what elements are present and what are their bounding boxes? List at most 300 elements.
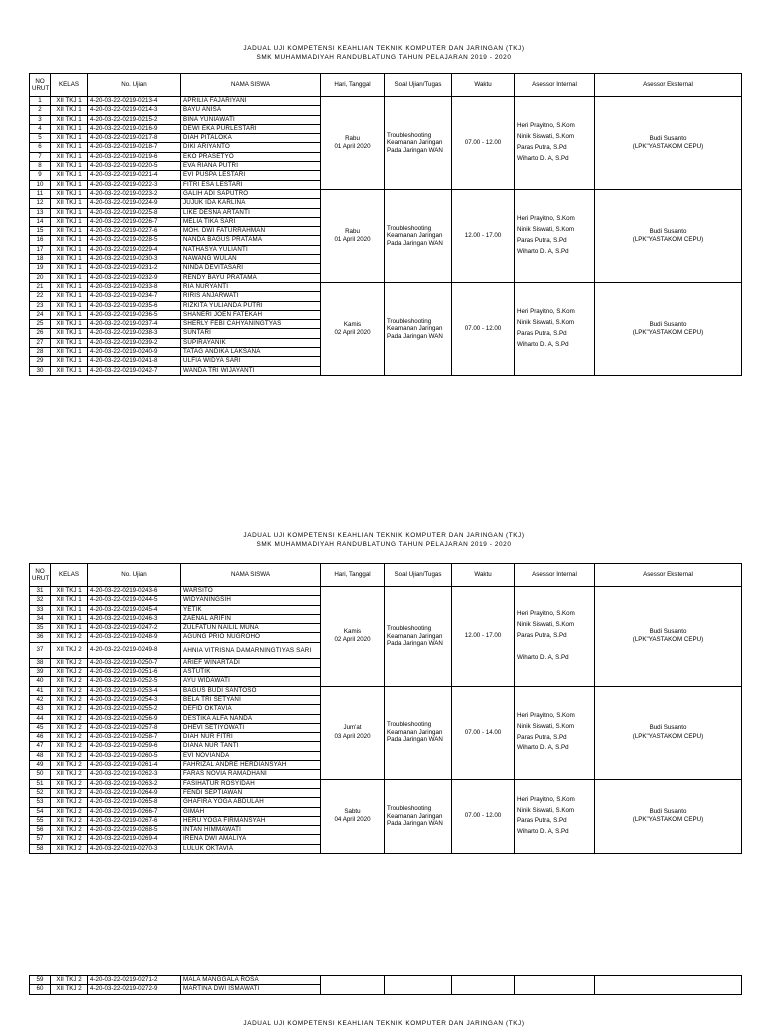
nama-siswa-cell: DEFID OKTAVIA <box>181 705 321 714</box>
kelas-cell: XII TKJ 2 <box>51 723 88 732</box>
waktu-cell-text: 07.00 - 12.00 <box>464 812 502 820</box>
no-urut-cell: 38 <box>30 658 51 667</box>
no-ujian-cell: 4-20-03-22-0219-0225-8 <box>88 208 181 217</box>
kelas-cell: XII TKJ 1 <box>51 208 88 217</box>
kelas-cell: XII TKJ 2 <box>51 695 88 704</box>
document-subtitle: SMK MUHAMMADIYAH RANDUBLATUNG TAHUN PELAJARAN 2019 - 2020 <box>256 54 512 61</box>
waktu-cell <box>452 587 515 687</box>
nama-siswa-cell: LIKE DESNA ARTANTI <box>181 208 321 217</box>
table-header-row <box>30 74 742 97</box>
no-urut-cell: 4 <box>30 124 51 133</box>
no-urut-cell: 44 <box>30 714 51 723</box>
kelas-cell: XII TKJ 1 <box>51 143 88 152</box>
hari-tanggal-cell <box>321 282 385 375</box>
no-ujian-cell: 4-20-03-22-0219-0250-7 <box>88 658 181 667</box>
asessor-eksternal-cell-text: Budi Susanto (LPK"YASTAKOM CEPU) <box>632 628 704 644</box>
kelas-cell: XII TKJ 1 <box>51 292 88 301</box>
kelas-cell: XII TKJ 2 <box>51 633 88 642</box>
no-ujian-cell: 4-20-03-22-0219-0245-4 <box>88 605 181 614</box>
kelas-cell: XII TKJ 1 <box>51 614 88 623</box>
no-ujian-cell: 4-20-03-22-0219-0251-6 <box>88 668 181 677</box>
no-ujian-cell: 4-20-03-22-0219-0253-4 <box>88 686 181 695</box>
kelas-cell: XII TKJ 1 <box>51 115 88 124</box>
col-kelas-header: KELAS <box>51 564 88 587</box>
no-ujian-cell: 4-20-03-22-0219-0231-2 <box>88 264 181 273</box>
nama-siswa-cell: DIAH PITALOKA <box>181 134 321 143</box>
no-urut-cell: 24 <box>30 310 51 319</box>
col-asessor-internal-header: Asessor Internal <box>515 564 595 587</box>
no-ujian-cell: 4-20-03-22-0219-0230-3 <box>88 255 181 264</box>
waktu-cell-text: 07.00 - 12.00 <box>464 138 502 146</box>
hari-tanggal-cell <box>321 587 385 687</box>
no-ujian-cell: 4-20-03-22-0219-0270-3 <box>88 844 181 853</box>
no-urut-cell: 31 <box>30 587 51 596</box>
no-urut-cell: 49 <box>30 761 51 770</box>
kelas-cell: XII TKJ 2 <box>51 826 88 835</box>
nama-siswa-cell: RIA NURYANTI <box>181 282 321 291</box>
nama-siswa-cell: DIAH NUR FITRI <box>181 733 321 742</box>
no-urut-cell: 32 <box>30 596 51 605</box>
kelas-cell: XII TKJ 1 <box>51 245 88 254</box>
waktu-cell <box>452 686 515 779</box>
asessor-eksternal-cell <box>595 779 742 853</box>
waktu-cell <box>452 976 515 995</box>
kelas-cell: XII TKJ 1 <box>51 171 88 180</box>
kelas-cell: XII TKJ 2 <box>51 705 88 714</box>
kelas-cell: XII TKJ 1 <box>51 162 88 171</box>
no-ujian-cell: 4-20-03-22-0219-0240-9 <box>88 348 181 357</box>
nama-siswa-cell: DIANA NUR TANTI <box>181 742 321 751</box>
nama-siswa-cell: ASTUTIK <box>181 668 321 677</box>
nama-siswa-cell: FENDI SEPTIAWAN <box>181 788 321 797</box>
no-ujian-cell: 4-20-03-22-0219-0219-6 <box>88 152 181 161</box>
document-title: JADUAL UJI KOMPETENSI KEAHLIAN TEKNIK KOMPUTER DAN JARINGAN (TKJ) <box>243 532 525 539</box>
asessor-eksternal-cell <box>595 686 742 779</box>
soal-cell-text: Troubleshooting Keamanan Jaringan Pada Jaringan WAN <box>387 131 443 154</box>
soal-cell <box>385 587 452 687</box>
kelas-cell: XII TKJ 1 <box>51 282 88 291</box>
waktu-cell-text: 07.00 - 14.00 <box>464 728 502 736</box>
kelas-cell: XII TKJ 1 <box>51 134 88 143</box>
kelas-cell: XII TKJ 1 <box>51 273 88 282</box>
kelas-cell: XII TKJ 1 <box>51 106 88 115</box>
document-subtitle: SMK MUHAMMADIYAH RANDUBLATUNG TAHUN PELAJARAN 2019 - 2020 <box>256 541 512 548</box>
no-ujian-cell: 4-20-03-22-0219-0233-8 <box>88 282 181 291</box>
asessor-internal-cell <box>515 189 595 282</box>
no-urut-cell: 46 <box>30 733 51 742</box>
hari-tanggal-cell-text: Kamis 02 April 2020 <box>334 320 371 336</box>
no-urut-cell: 3 <box>30 115 51 124</box>
no-ujian-cell: 4-20-03-22-0219-0271-2 <box>88 976 181 985</box>
no-urut-cell: 5 <box>30 134 51 143</box>
waktu-cell <box>452 97 515 190</box>
kelas-cell: XII TKJ 1 <box>51 217 88 226</box>
col-asessor-internal-header: Asessor Internal <box>515 74 595 97</box>
no-ujian-cell: 4-20-03-22-0219-0236-5 <box>88 310 181 319</box>
no-ujian-cell: 4-20-03-22-0219-0256-9 <box>88 714 181 723</box>
asessor-internal-cell <box>515 779 595 853</box>
nama-siswa-cell: AHNIA VITRISNA DAMARNINGTIYAS SARI <box>181 642 321 658</box>
no-ujian-cell: 4-20-03-22-0219-0228-5 <box>88 236 181 245</box>
no-urut-cell: 45 <box>30 723 51 732</box>
col-no-ujian-header: No. Ujian <box>88 74 181 97</box>
asessor-eksternal-cell-text: Budi Susanto (LPK"YASTAKOM CEPU) <box>632 320 704 336</box>
waktu-cell <box>452 189 515 282</box>
no-urut-cell: 30 <box>30 366 51 375</box>
no-urut-cell: 42 <box>30 695 51 704</box>
schedule-table-2 <box>29 563 742 854</box>
soal-cell-text: Troubleshooting Keamanan Jaringan Pada Jaringan WAN <box>387 721 443 744</box>
no-urut-cell: 27 <box>30 338 51 347</box>
kelas-cell: XII TKJ 2 <box>51 668 88 677</box>
no-urut-cell: 16 <box>30 236 51 245</box>
no-urut-cell: 17 <box>30 245 51 254</box>
kelas-cell: XII TKJ 2 <box>51 733 88 742</box>
asessor-internal-cell <box>515 976 595 995</box>
asessor-internal-cell <box>515 97 595 190</box>
nama-siswa-cell: DESTIKA ALFA NANDA <box>181 714 321 723</box>
soal-cell <box>385 779 452 853</box>
nama-siswa-cell: SHANERI JOEN FATEKAH <box>181 310 321 319</box>
asessor-internal-cell <box>515 686 595 779</box>
no-urut-cell: 29 <box>30 357 51 366</box>
nama-siswa-cell: WIDYANINGSIH <box>181 596 321 605</box>
no-ujian-cell: 4-20-03-22-0219-0229-4 <box>88 245 181 254</box>
no-ujian-cell: 4-20-03-22-0219-0241-8 <box>88 357 181 366</box>
asessor-internal-cell-text: Heri Prayitno, S.Kom Ninik Siswati, S.Kom Paras Putra, S.Pd Wiharto D. A, S.Pd <box>517 610 575 661</box>
waktu-cell-text: 07.00 - 12.00 <box>464 324 502 332</box>
no-urut-cell: 59 <box>30 976 51 985</box>
no-urut-cell: 53 <box>30 798 51 807</box>
nama-siswa-cell: BAYU ANISA <box>181 106 321 115</box>
kelas-cell: XII TKJ 2 <box>51 714 88 723</box>
no-ujian-cell: 4-20-03-22-0219-0232-9 <box>88 273 181 282</box>
nama-siswa-cell: ZAENAL ARIFIN <box>181 614 321 623</box>
no-ujian-cell: 4-20-03-22-0219-0259-6 <box>88 742 181 751</box>
no-urut-cell: 35 <box>30 624 51 633</box>
table-row <box>30 976 742 985</box>
col-no-urut-header: NO URUT <box>30 564 51 587</box>
nama-siswa-cell: EVI NOVIANDA <box>181 751 321 760</box>
kelas-cell: XII TKJ 1 <box>51 338 88 347</box>
schedule-table-3 <box>29 975 742 995</box>
nama-siswa-cell: APRILIA FAJARIYANI <box>181 97 321 106</box>
nama-siswa-cell: ZULFATUN NAILIL MUNA <box>181 624 321 633</box>
nama-siswa-cell: WARSITO <box>181 587 321 596</box>
no-urut-cell: 2 <box>30 106 51 115</box>
kelas-cell: XII TKJ 1 <box>51 199 88 208</box>
kelas-cell: XII TKJ 1 <box>51 97 88 106</box>
hari-tanggal-cell-text: Kamis 02 April 2020 <box>334 628 371 644</box>
no-urut-cell: 55 <box>30 816 51 825</box>
asessor-eksternal-cell <box>595 97 742 190</box>
no-urut-cell: 43 <box>30 705 51 714</box>
asessor-internal-cell <box>515 587 595 687</box>
nama-siswa-cell: RIRIS ANJARWATI <box>181 292 321 301</box>
no-urut-cell: 48 <box>30 751 51 760</box>
kelas-cell: XII TKJ 1 <box>51 348 88 357</box>
soal-cell-text: Troubleshooting Keamanan Jaringan Pada Jaringan WAN <box>387 224 443 247</box>
no-ujian-cell: 4-20-03-22-0219-0248-9 <box>88 633 181 642</box>
nama-siswa-cell: DIKI ARIYANTO <box>181 143 321 152</box>
soal-cell <box>385 97 452 190</box>
col-waktu-header: Waktu <box>452 74 515 97</box>
no-ujian-cell: 4-20-03-22-0219-0262-3 <box>88 770 181 779</box>
kelas-cell: XII TKJ 2 <box>51 844 88 853</box>
nama-siswa-cell: MELIA TIKA SARI <box>181 217 321 226</box>
col-nama-siswa-header: NAMA SISWA <box>181 564 321 587</box>
kelas-cell: XII TKJ 2 <box>51 751 88 760</box>
no-ujian-cell: 4-20-03-22-0219-0237-4 <box>88 320 181 329</box>
kelas-cell: XII TKJ 2 <box>51 976 88 985</box>
nama-siswa-cell: MALA MANGGALA ROSA <box>181 976 321 985</box>
asessor-internal-cell <box>515 282 595 375</box>
no-ujian-cell: 4-20-03-22-0219-0266-7 <box>88 807 181 816</box>
kelas-cell: XII TKJ 2 <box>51 798 88 807</box>
nama-siswa-cell: GHAFIRA YOGA ABDULAH <box>181 798 321 807</box>
no-urut-cell: 58 <box>30 844 51 853</box>
kelas-cell: XII TKJ 1 <box>51 236 88 245</box>
hari-tanggal-cell-text: Sabtu 04 April 2020 <box>334 808 371 824</box>
no-urut-cell: 15 <box>30 227 51 236</box>
nama-siswa-cell: FARAS NOVIA RAMADHANI <box>181 770 321 779</box>
no-urut-cell: 12 <box>30 199 51 208</box>
nama-siswa-cell: LULUK OKTAVIA <box>181 844 321 853</box>
nama-siswa-cell: WANDA TRI WIJAYANTI <box>181 366 321 375</box>
kelas-cell: XII TKJ 1 <box>51 596 88 605</box>
asessor-eksternal-cell-text: Budi Susanto (LPK"YASTAKOM CEPU) <box>632 724 704 740</box>
table-row <box>30 779 742 788</box>
kelas-cell: XII TKJ 1 <box>51 329 88 338</box>
nama-siswa-cell: NINDA DEVITASARI <box>181 264 321 273</box>
soal-cell-text: Troubleshooting Keamanan Jaringan Pada Jaringan WAN <box>387 804 443 828</box>
nama-siswa-cell: IRENA DWI AMALIYA <box>181 835 321 844</box>
no-ujian-cell: 4-20-03-22-0219-0261-4 <box>88 761 181 770</box>
kelas-cell: XII TKJ 2 <box>51 742 88 751</box>
col-soal-header: Soal Ujian/Tugas <box>385 74 452 97</box>
table-row <box>30 189 742 198</box>
no-ujian-cell: 4-20-03-22-0219-0234-7 <box>88 292 181 301</box>
no-ujian-cell: 4-20-03-22-0219-0223-2 <box>88 189 181 198</box>
col-soal-header: Soal Ujian/Tugas <box>385 564 452 587</box>
kelas-cell: XII TKJ 1 <box>51 624 88 633</box>
no-urut-cell: 11 <box>30 189 51 198</box>
no-urut-cell: 56 <box>30 826 51 835</box>
no-urut-cell: 60 <box>30 985 51 994</box>
nama-siswa-cell: BAGUS BUDI SANTOSO <box>181 686 321 695</box>
no-ujian-cell: 4-20-03-22-0219-0227-6 <box>88 227 181 236</box>
nama-siswa-cell: AYU WIDAWATI <box>181 677 321 686</box>
no-ujian-cell: 4-20-03-22-0219-0252-5 <box>88 677 181 686</box>
kelas-cell: XII TKJ 1 <box>51 301 88 310</box>
no-ujian-cell: 4-20-03-22-0219-0272-9 <box>88 985 181 994</box>
no-urut-cell: 20 <box>30 273 51 282</box>
no-ujian-cell: 4-20-03-22-0219-0263-2 <box>88 779 181 788</box>
no-urut-cell: 51 <box>30 779 51 788</box>
col-hari-tanggal-header: Hari, Tanggal <box>321 564 385 587</box>
no-ujian-cell: 4-20-03-22-0219-0242-7 <box>88 366 181 375</box>
no-ujian-cell: 4-20-03-22-0219-0220-5 <box>88 162 181 171</box>
nama-siswa-cell: ARIEF WINARTADI <box>181 658 321 667</box>
no-urut-cell: 57 <box>30 835 51 844</box>
no-ujian-cell: 4-20-03-22-0219-0267-6 <box>88 816 181 825</box>
table-row <box>30 686 742 695</box>
kelas-cell: XII TKJ 1 <box>51 227 88 236</box>
nama-siswa-cell: DEWI EKA PURLESTARI <box>181 124 321 133</box>
no-urut-cell: 37 <box>30 642 51 658</box>
nama-siswa-cell: FAHRIZAL ANDRE HERDIANSYAH <box>181 761 321 770</box>
no-urut-cell: 18 <box>30 255 51 264</box>
no-ujian-cell: 4-20-03-22-0219-0221-4 <box>88 171 181 180</box>
nama-siswa-cell: EVA RIANA PUTRI <box>181 162 321 171</box>
no-urut-cell: 7 <box>30 152 51 161</box>
soal-cell <box>385 686 452 779</box>
col-asessor-eksternal-header: Asessor Eksternal <box>595 74 742 97</box>
no-urut-cell: 47 <box>30 742 51 751</box>
no-ujian-cell: 4-20-03-22-0219-0226-7 <box>88 217 181 226</box>
asessor-internal-cell-text: Heri Prayitno, S.Kom Ninik Siswati, S.Kom Paras Putra, S.Pd Wiharto D. A, S.Pd <box>517 122 575 162</box>
waktu-cell <box>452 282 515 375</box>
no-ujian-cell: 4-20-03-22-0219-0239-2 <box>88 338 181 347</box>
no-ujian-cell: 4-20-03-22-0219-0258-7 <box>88 733 181 742</box>
kelas-cell: XII TKJ 2 <box>51 788 88 797</box>
nama-siswa-cell: FITRI ESA LESTARI <box>181 180 321 189</box>
kelas-cell: XII TKJ 1 <box>51 357 88 366</box>
nama-siswa-cell: YETIK <box>181 605 321 614</box>
no-ujian-cell: 4-20-03-22-0219-0218-7 <box>88 143 181 152</box>
asessor-eksternal-cell-text: Budi Susanto (LPK"YASTAKOM CEPU) <box>632 808 704 824</box>
asessor-internal-cell-text: Heri Prayitno, S.Kom Ninik Siswati, S.Kom Paras Putra, S.Pd Wiharto D. A, S.Pd <box>517 795 575 836</box>
no-urut-cell: 52 <box>30 788 51 797</box>
nama-siswa-cell: HERU YOGA FIRMANSYAH <box>181 816 321 825</box>
no-ujian-cell: 4-20-03-22-0219-0260-5 <box>88 751 181 760</box>
nama-siswa-cell: FASIHATUR ROSYIDAH <box>181 779 321 788</box>
kelas-cell: XII TKJ 2 <box>51 677 88 686</box>
table-row <box>30 587 742 596</box>
no-urut-cell: 21 <box>30 282 51 291</box>
schedule-table-1 <box>29 73 742 376</box>
nama-siswa-cell: BELA TRI SETYANI <box>181 695 321 704</box>
no-ujian-cell: 4-20-03-22-0219-0215-2 <box>88 115 181 124</box>
no-urut-cell: 14 <box>30 217 51 226</box>
no-urut-cell: 54 <box>30 807 51 816</box>
no-urut-cell: 39 <box>30 668 51 677</box>
col-kelas-header: KELAS <box>51 74 88 97</box>
kelas-cell: XII TKJ 2 <box>51 985 88 994</box>
soal-cell <box>385 189 452 282</box>
no-urut-cell: 9 <box>30 171 51 180</box>
asessor-eksternal-cell <box>595 189 742 282</box>
hari-tanggal-cell <box>321 97 385 190</box>
nama-siswa-cell: EVI PUSPA LESTARI <box>181 171 321 180</box>
hari-tanggal-cell-text: Rabu 01 April 2020 <box>334 134 371 150</box>
kelas-cell: XII TKJ 2 <box>51 686 88 695</box>
kelas-cell: XII TKJ 2 <box>51 835 88 844</box>
col-no-ujian-header: No. Ujian <box>88 564 181 587</box>
no-urut-cell: 50 <box>30 770 51 779</box>
waktu-cell-text: 12.00 - 17.00 <box>464 632 502 640</box>
col-waktu-header: Waktu <box>452 564 515 587</box>
no-ujian-cell: 4-20-03-22-0219-0269-4 <box>88 835 181 844</box>
document-title-next-page: JADUAL UJI KOMPETENSI KEAHLIAN TEKNIK KOMPUTER DAN JARINGAN (TKJ) <box>243 1020 525 1027</box>
no-urut-cell: 41 <box>30 686 51 695</box>
soal-cell <box>385 282 452 375</box>
nama-siswa-cell: SHERLY FEBI CAHYANINGTYAS <box>181 320 321 329</box>
nama-siswa-cell: MOH. DWI FATURRAHMAN <box>181 227 321 236</box>
table-row <box>30 282 742 291</box>
no-ujian-cell: 4-20-03-22-0219-0235-6 <box>88 301 181 310</box>
col-no-urut-header: NO URUT <box>30 74 51 97</box>
asessor-internal-cell-text: Heri Prayitno, S.Kom Ninik Siswati, S.Kom Paras Putra, S.Pd Wiharto D. A, S.Pd <box>517 215 575 255</box>
nama-siswa-cell: MARTINA DWI ISMAWATI <box>181 985 321 994</box>
no-urut-cell: 25 <box>30 320 51 329</box>
hari-tanggal-cell-text: Rabu 01 April 2020 <box>334 227 371 243</box>
no-ujian-cell: 4-20-03-22-0219-0243-6 <box>88 587 181 596</box>
kelas-cell: XII TKJ 2 <box>51 642 88 658</box>
nama-siswa-cell: GIMAH <box>181 807 321 816</box>
table-row <box>30 97 742 106</box>
no-ujian-cell: 4-20-03-22-0219-0257-8 <box>88 723 181 732</box>
no-urut-cell: 8 <box>30 162 51 171</box>
kelas-cell: XII TKJ 2 <box>51 770 88 779</box>
no-urut-cell: 40 <box>30 677 51 686</box>
kelas-cell: XII TKJ 1 <box>51 320 88 329</box>
kelas-cell: XII TKJ 1 <box>51 124 88 133</box>
asessor-eksternal-cell-text: Budi Susanto (LPK"YASTAKOM CEPU) <box>632 134 704 150</box>
waktu-cell-text: 12.00 - 17.00 <box>464 231 502 239</box>
no-ujian-cell: 4-20-03-22-0219-0254-3 <box>88 695 181 704</box>
nama-siswa-cell: BINA YUNIAWATI <box>181 115 321 124</box>
kelas-cell: XII TKJ 1 <box>51 587 88 596</box>
no-urut-cell: 13 <box>30 208 51 217</box>
kelas-cell: XII TKJ 1 <box>51 189 88 198</box>
no-ujian-cell: 4-20-03-22-0219-0255-2 <box>88 705 181 714</box>
no-urut-cell: 26 <box>30 329 51 338</box>
no-ujian-cell: 4-20-03-22-0219-0214-3 <box>88 106 181 115</box>
no-ujian-cell: 4-20-03-22-0219-0247-2 <box>88 624 181 633</box>
no-urut-cell: 1 <box>30 97 51 106</box>
asessor-eksternal-cell <box>595 587 742 687</box>
nama-siswa-cell: INTAN HIMMAWATI <box>181 826 321 835</box>
no-urut-cell: 33 <box>30 605 51 614</box>
table-header-row <box>30 564 742 587</box>
waktu-cell <box>452 779 515 853</box>
no-urut-cell: 34 <box>30 614 51 623</box>
kelas-cell: XII TKJ 1 <box>51 264 88 273</box>
nama-siswa-cell: TATAG ANDIKA LAKSANA <box>181 348 321 357</box>
kelas-cell: XII TKJ 2 <box>51 658 88 667</box>
asessor-internal-cell-text: Heri Prayitno, S.Kom Ninik Siswati, S.Kom Paras Putra, S.Pd Wiharto D. A, S.Pd <box>517 308 575 348</box>
no-urut-cell: 6 <box>30 143 51 152</box>
nama-siswa-cell: ULFIA WIDYA SARI <box>181 357 321 366</box>
no-urut-cell: 28 <box>30 348 51 357</box>
nama-siswa-cell: RENDY BAYU PRATAMA <box>181 273 321 282</box>
nama-siswa-cell: SUPIRAYANIK <box>181 338 321 347</box>
kelas-cell: XII TKJ 1 <box>51 366 88 375</box>
hari-tanggal-cell <box>321 779 385 853</box>
no-urut-cell: 36 <box>30 633 51 642</box>
no-ujian-cell: 4-20-03-22-0219-0213-4 <box>88 97 181 106</box>
nama-siswa-cell: NAWANG WULAN <box>181 255 321 264</box>
kelas-cell: XII TKJ 1 <box>51 180 88 189</box>
no-ujian-cell: 4-20-03-22-0219-0216-9 <box>88 124 181 133</box>
kelas-cell: XII TKJ 2 <box>51 807 88 816</box>
nama-siswa-cell: DHEVI SETIYOWATI <box>181 723 321 732</box>
nama-siswa-cell: AGUNG PRIO NUGROHO <box>181 633 321 642</box>
no-urut-cell: 23 <box>30 301 51 310</box>
soal-cell <box>385 976 452 995</box>
no-urut-cell: 10 <box>30 180 51 189</box>
